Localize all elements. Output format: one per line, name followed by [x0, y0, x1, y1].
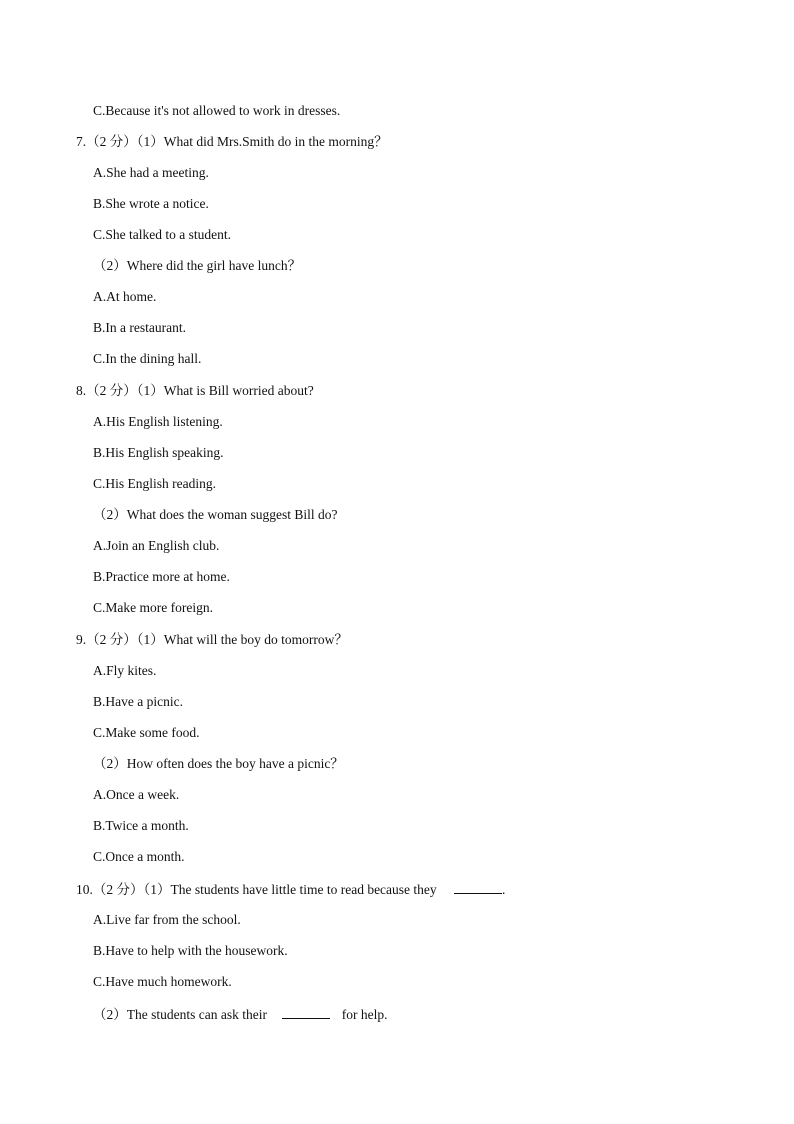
option-8-2b: B.Practice more at home.	[93, 569, 230, 584]
option-9-2c: C.Once a month.	[93, 849, 185, 864]
option-10-1a: A.Live far from the school.	[93, 912, 241, 927]
option-10-1b: B.Have to help with the housework.	[93, 943, 288, 958]
option-8-1b: B.His English speaking.	[93, 445, 224, 460]
answer-blank	[454, 881, 502, 894]
question-10-part2-text: （2）The students can ask their	[93, 1007, 267, 1022]
option-7-2c: C.In the dining hall.	[93, 351, 202, 366]
option-7-1b: B.She wrote a notice.	[93, 196, 209, 211]
option-10-1c: C.Have much homework.	[93, 974, 232, 989]
question-10-part1-text: 10.（2 分）（1）The students have little time to read because they	[76, 882, 437, 897]
option-7-1c: C.She talked to a student.	[93, 227, 231, 242]
option-8-1a: A.His English listening.	[93, 414, 223, 429]
option-7-2a: A.At home.	[93, 289, 157, 304]
option-6c: C.Because it's not allowed to work in dresses.	[93, 103, 341, 118]
question-9-part2: （2）How often does the boy have a picnic？	[93, 756, 344, 771]
question-7-part1: 7.（2 分）（1）What did Mrs.Smith do in the morning？	[76, 134, 388, 149]
option-9-2b: B.Twice a month.	[93, 818, 189, 833]
option-9-1c: C.Make some food.	[93, 725, 200, 740]
question-10-part2	[93, 1006, 387, 1023]
question-9-part1: 9.（2 分）（1）What will the boy do tomorrow？	[76, 632, 348, 647]
option-7-2b: B.In a restaurant.	[93, 320, 186, 335]
question-10-part1	[76, 881, 505, 898]
option-9-2a: A.Once a week.	[93, 787, 180, 802]
question-8-part1: 8.（2 分）（1）What is Bill worried about?	[76, 383, 314, 398]
option-7-1a: A.She had a meeting.	[93, 165, 209, 180]
question-7-part2: （2）Where did the girl have lunch？	[93, 258, 302, 273]
question-10-part1-period: .	[502, 882, 506, 897]
option-9-1b: B.Have a picnic.	[93, 694, 183, 709]
option-8-2c: C.Make more foreign.	[93, 600, 213, 615]
option-8-1c: C.His English reading.	[93, 476, 216, 491]
option-8-2a: A.Join an English club.	[93, 538, 220, 553]
answer-blank	[282, 1006, 330, 1019]
option-9-1a: A.Fly kites.	[93, 663, 157, 678]
question-8-part2: （2）What does the woman suggest Bill do?	[93, 507, 338, 522]
question-10-part2-tail: for help.	[341, 1007, 388, 1022]
